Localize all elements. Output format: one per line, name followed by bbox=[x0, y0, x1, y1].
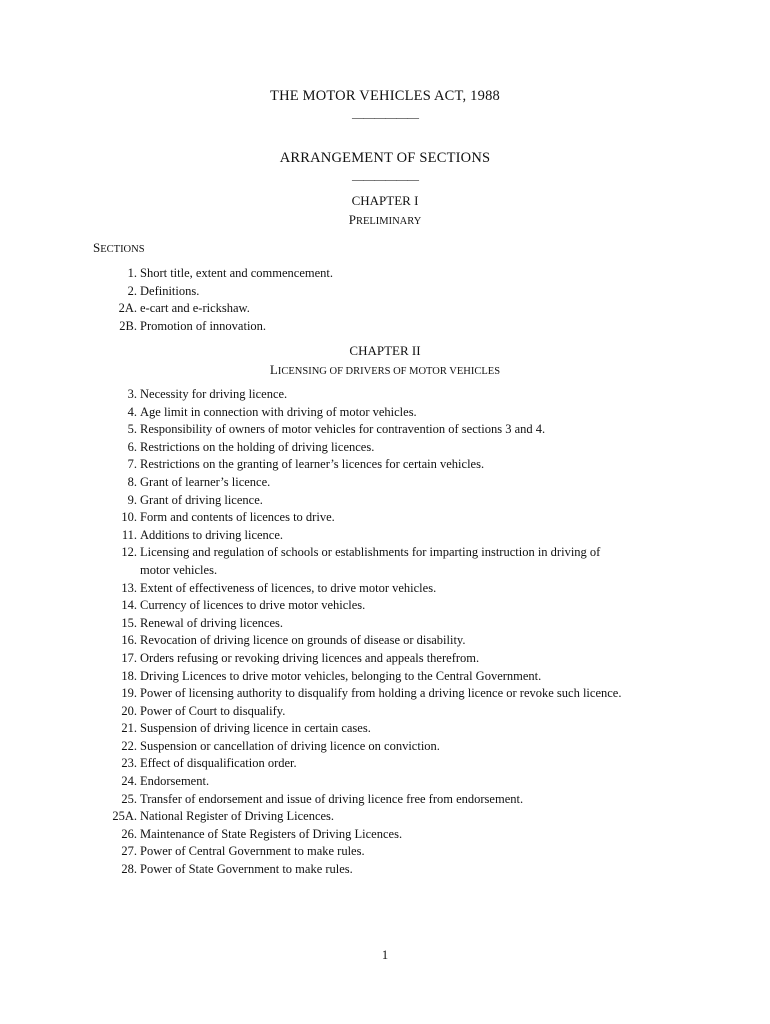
page-number: 1 bbox=[381, 948, 389, 962]
section-title: Revocation of driving licence on grounds of disease or disability. bbox=[140, 633, 466, 648]
list-item bbox=[0, 283, 770, 301]
sections-label-initial: S bbox=[93, 240, 101, 255]
list-item bbox=[0, 685, 770, 703]
section-number: 28. bbox=[121, 862, 137, 877]
list-item bbox=[0, 843, 770, 861]
chapter-1-subtitle-initial: P bbox=[348, 212, 356, 227]
list-item bbox=[0, 404, 770, 422]
list-item bbox=[0, 755, 770, 773]
section-number: 5. bbox=[127, 422, 137, 437]
section-number: 25A. bbox=[112, 809, 137, 824]
section-title: Definitions. bbox=[140, 283, 200, 298]
section-title: Grant of learner’s licence. bbox=[140, 474, 271, 489]
list-item bbox=[0, 265, 770, 283]
list-item bbox=[0, 300, 770, 318]
list-item bbox=[0, 738, 770, 756]
section-number: 16. bbox=[121, 633, 137, 648]
section-title: Additions to driving licence. bbox=[140, 527, 284, 542]
list-item bbox=[0, 474, 770, 492]
section-number: 1. bbox=[127, 266, 137, 280]
section-number: 24. bbox=[121, 774, 137, 789]
section-title: Orders refusing or revoking driving licences and appeals therefrom. bbox=[140, 650, 480, 665]
section-title: Power of Court to disqualify. bbox=[140, 703, 286, 718]
list-item bbox=[0, 826, 770, 844]
section-number: 22. bbox=[121, 738, 137, 753]
list-item bbox=[0, 632, 770, 650]
section-title: Renewal of driving licences. bbox=[140, 615, 284, 630]
section-number: 12. bbox=[121, 545, 137, 560]
list-item bbox=[0, 861, 770, 879]
section-title: Responsibility of owners of motor vehicles for contravention of sections 3 and 4. bbox=[140, 422, 546, 437]
section-title: Form and contents of licences to drive. bbox=[140, 510, 335, 525]
section-number: 26. bbox=[121, 826, 137, 841]
chapter-2-subtitle-rest: ICENSING OF DRIVERS OF MOTOR VEHICLES bbox=[277, 366, 501, 377]
list-item bbox=[0, 439, 770, 457]
chapter-2-heading: CHAPTER II bbox=[349, 343, 421, 358]
chapter-1-heading: CHAPTER I bbox=[351, 193, 419, 208]
section-title: Suspension of driving licence in certain cases. bbox=[140, 721, 371, 736]
section-title: Transfer of endorsement and issue of driving licence free from endorsement. bbox=[140, 791, 524, 806]
list-item bbox=[0, 456, 770, 474]
list-item bbox=[0, 615, 770, 633]
section-title: Extent of effectiveness of licences, to drive motor vehicles. bbox=[140, 580, 437, 595]
section-number: 7. bbox=[127, 457, 137, 472]
section-number: 19. bbox=[121, 686, 137, 701]
list-item bbox=[0, 773, 770, 791]
chapter-2-section-list bbox=[0, 386, 770, 879]
section-number: 21. bbox=[121, 721, 137, 736]
list-item bbox=[0, 808, 770, 826]
section-number: 25. bbox=[121, 791, 137, 806]
section-title-line-1: Licensing and regulation of schools or establishments for imparting instruction in driving of bbox=[140, 545, 601, 560]
list-item bbox=[0, 720, 770, 738]
list-item bbox=[0, 492, 770, 510]
chapter-1-subtitle bbox=[0, 212, 770, 228]
section-title: e-cart and e-rickshaw. bbox=[140, 301, 250, 316]
section-title: National Register of Driving Licences. bbox=[140, 809, 335, 824]
list-item bbox=[0, 318, 770, 336]
section-title: Endorsement. bbox=[140, 774, 210, 789]
section-number: 11. bbox=[121, 527, 137, 542]
section-title: Necessity for driving licence. bbox=[140, 387, 288, 401]
list-item bbox=[0, 386, 770, 404]
list-item bbox=[0, 509, 770, 527]
arrangement-divider: —————— bbox=[352, 172, 418, 186]
section-number: 14. bbox=[121, 598, 137, 613]
section-title: Age limit in connection with driving of motor vehicles. bbox=[140, 404, 417, 419]
section-number: 20. bbox=[121, 703, 137, 718]
section-title: Maintenance of State Registers of Driving Licences. bbox=[140, 826, 403, 841]
sections-label bbox=[93, 240, 145, 256]
section-title: Currency of licences to drive motor vehicles. bbox=[140, 598, 366, 613]
list-item bbox=[0, 597, 770, 615]
act-title: THE MOTOR VEHICLES ACT, 1988 bbox=[270, 88, 500, 104]
section-number: 6. bbox=[127, 439, 137, 454]
section-number: 2A. bbox=[118, 301, 137, 316]
section-title: Grant of driving licence. bbox=[140, 492, 263, 507]
list-item bbox=[0, 544, 770, 579]
chapter-1-subtitle-rest: RELIMINARY bbox=[355, 216, 422, 227]
list-item bbox=[0, 580, 770, 598]
list-item bbox=[0, 668, 770, 686]
section-number: 10. bbox=[121, 510, 137, 525]
section-number: 15. bbox=[121, 615, 137, 630]
section-number: 23. bbox=[121, 756, 137, 771]
section-number: 18. bbox=[121, 668, 137, 683]
section-title-line-2: motor vehicles. bbox=[140, 562, 218, 577]
section-title: Suspension or cancellation of driving licence on conviction. bbox=[140, 738, 440, 753]
section-title: Restrictions on the holding of driving licences. bbox=[140, 439, 375, 454]
section-number: 4. bbox=[127, 404, 137, 419]
section-number: 2. bbox=[127, 283, 137, 298]
section-title bbox=[140, 544, 600, 579]
section-title: Effect of disqualification order. bbox=[140, 756, 297, 771]
list-item bbox=[0, 791, 770, 809]
list-item bbox=[0, 421, 770, 439]
list-item bbox=[0, 703, 770, 721]
section-title: Driving Licences to drive motor vehicles, belonging to the Central Government. bbox=[140, 668, 542, 683]
list-item bbox=[0, 527, 770, 545]
section-number: 8. bbox=[127, 474, 137, 489]
section-title: Short title, extent and commencement. bbox=[140, 266, 333, 280]
section-title: Power of licensing authority to disqualify from holding a driving licence or revoke such licence. bbox=[140, 686, 622, 701]
section-title: Promotion of innovation. bbox=[140, 318, 267, 333]
section-title: Power of Central Government to make rules. bbox=[140, 844, 365, 859]
arrangement-heading: ARRANGEMENT OF SECTIONS bbox=[279, 150, 491, 166]
section-number: 27. bbox=[121, 844, 137, 859]
section-number: 2B. bbox=[119, 318, 137, 333]
chapter-2-subtitle bbox=[0, 362, 770, 378]
title-divider: —————— bbox=[352, 110, 418, 124]
section-title: Restrictions on the granting of learner’s licences for certain vehicles. bbox=[140, 457, 485, 472]
sections-label-rest: ECTIONS bbox=[100, 244, 145, 255]
list-item bbox=[0, 650, 770, 668]
section-title: Power of State Government to make rules. bbox=[140, 862, 353, 877]
section-number: 13. bbox=[121, 580, 137, 595]
section-number: 3. bbox=[127, 387, 137, 401]
section-number: 9. bbox=[127, 492, 137, 507]
section-number: 17. bbox=[121, 650, 137, 665]
chapter-1-section-list bbox=[0, 265, 770, 335]
chapter-2-subtitle-initial: L bbox=[269, 362, 278, 377]
